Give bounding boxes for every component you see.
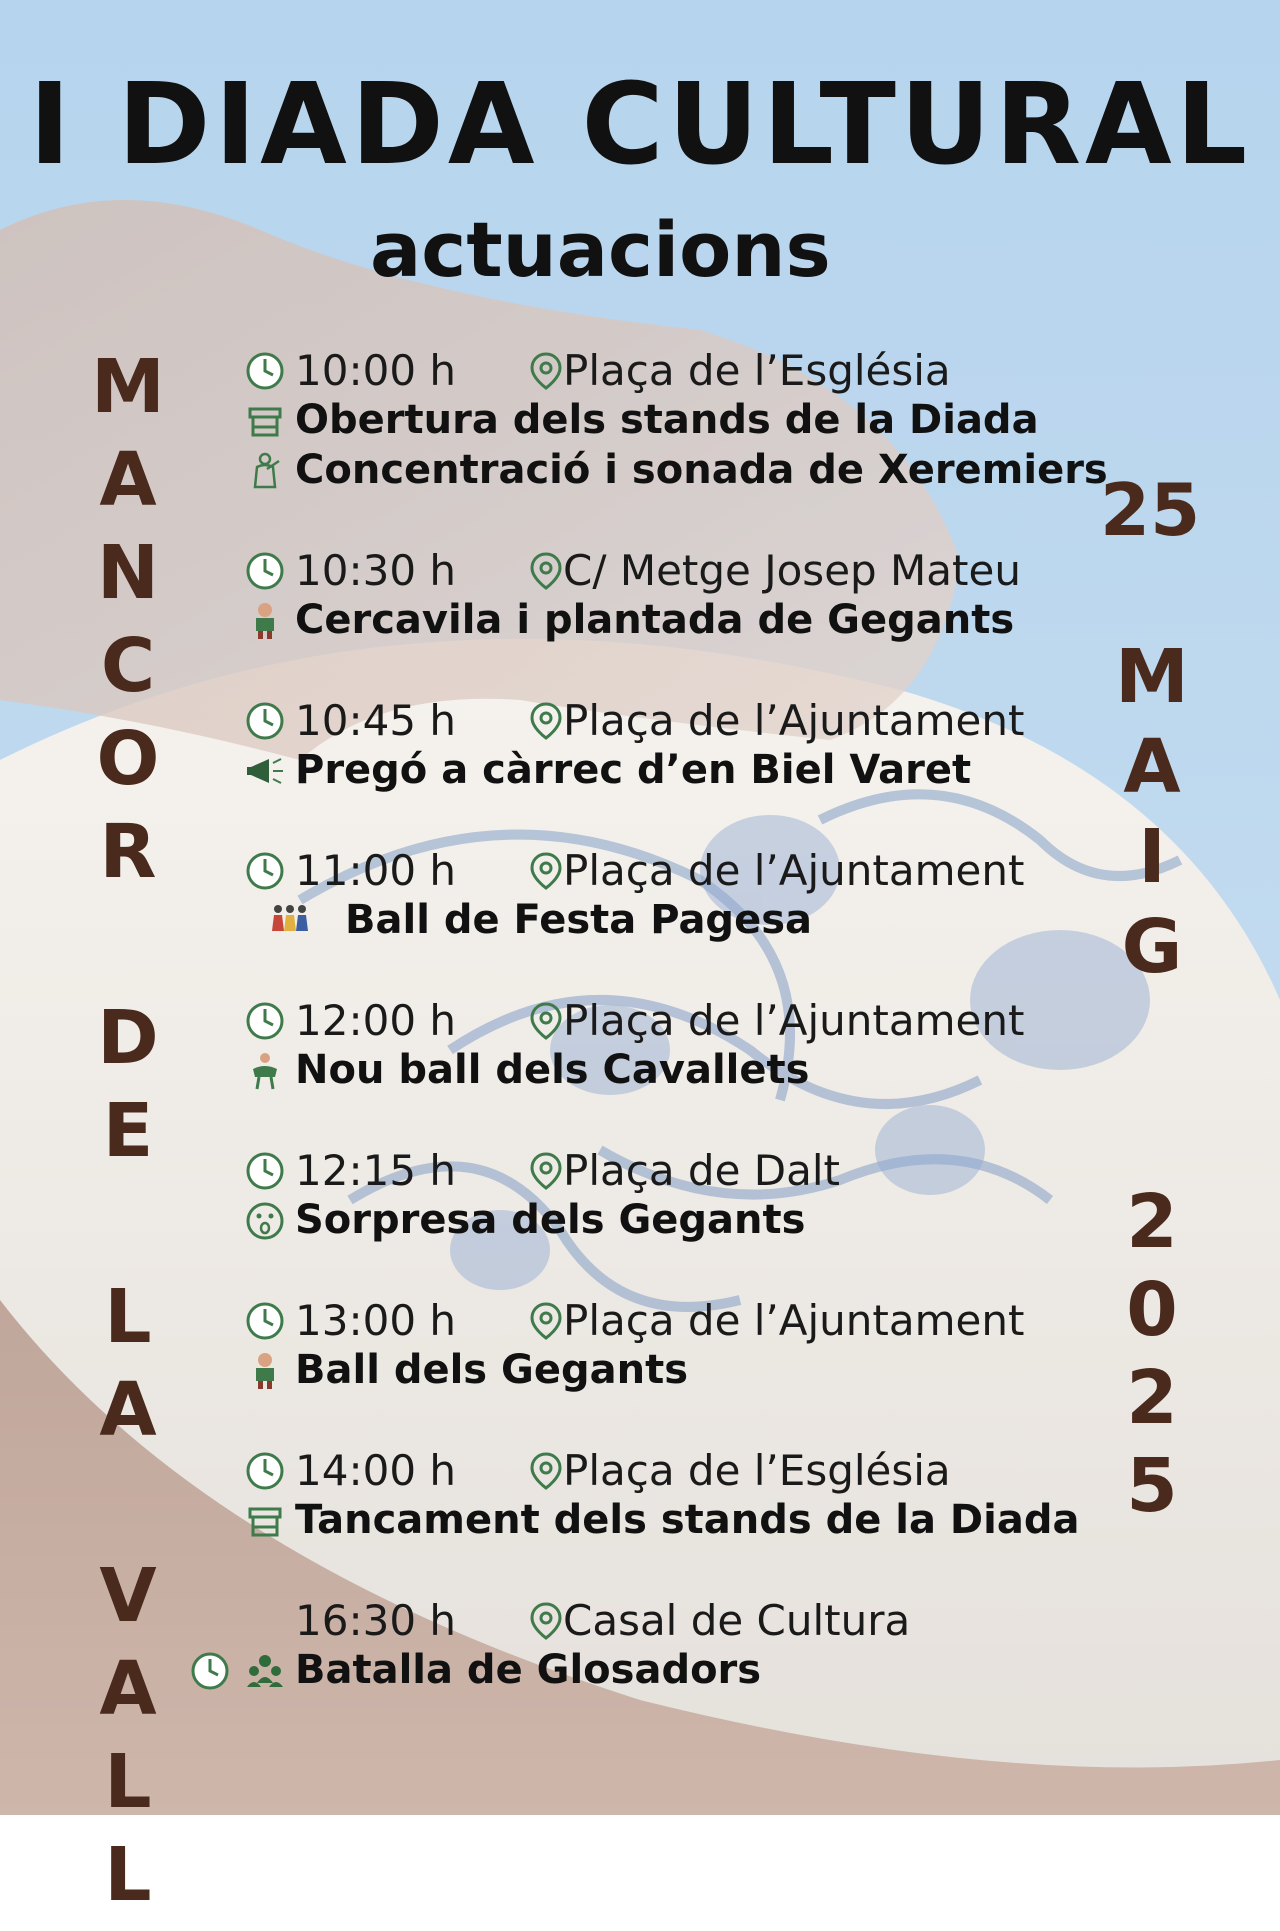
event-place: Casal de Cultura (563, 1595, 911, 1645)
time-place-line (0, 545, 1280, 595)
activity-title: Pregó a càrrec d’en Biel Varet (295, 747, 972, 793)
vertical-letter: O (96, 716, 160, 802)
event-place: C/ Metge Josep Mateu (563, 545, 1021, 595)
market-stall-icon (245, 401, 285, 441)
vertical-letter: A (99, 1367, 157, 1453)
vertical-letter: 5 (1126, 1443, 1178, 1529)
event-place: Plaça de l’Ajuntament (563, 995, 1025, 1045)
vertical-letter: L (104, 1739, 152, 1825)
clock-icon (245, 1451, 285, 1491)
event-time: 10:30 h (295, 545, 457, 595)
location-pin-icon (526, 1001, 566, 1041)
event-place: Plaça de Dalt (563, 1145, 840, 1195)
event-place: Plaça de l’Església (563, 1445, 951, 1495)
time-place-line (0, 1145, 1280, 1195)
schedule-item (0, 995, 1280, 1135)
schedule-item (0, 695, 1280, 835)
vertical-letter: V (99, 1553, 157, 1639)
activity-title: Ball de Festa Pagesa (345, 897, 812, 943)
vertical-letter: M (1115, 634, 1189, 720)
surprised-face-icon (245, 1201, 285, 1241)
activity-title: Ball dels Gegants (295, 1347, 689, 1393)
vertical-letter: E (102, 1088, 154, 1174)
schedule-item (0, 1445, 1280, 1585)
time-place-line (0, 995, 1280, 1045)
clock-icon (245, 1001, 285, 1041)
event-time: 12:00 h (295, 995, 457, 1045)
megaphone-icon (245, 751, 285, 791)
event-time: 13:00 h (295, 1295, 457, 1345)
schedule-item (0, 1595, 1280, 1735)
event-time: 11:00 h (295, 845, 457, 895)
vertical-letter: A (99, 437, 157, 523)
group-speakers-icon (245, 1651, 285, 1691)
schedule-item (0, 1295, 1280, 1435)
vertical-letter: C (100, 623, 156, 709)
activity-title: Tancament dels stands de la Diada (295, 1497, 1080, 1543)
activity-title: Sorpresa dels Gegants (295, 1197, 806, 1243)
vertical-letter: A (1123, 724, 1181, 810)
activity-title: Cercavila i plantada de Gegants (295, 597, 1015, 643)
vertical-letter: M (91, 344, 165, 430)
vertical-letter: N (97, 530, 159, 616)
clock-icon (190, 1651, 230, 1691)
activity-title: Nou ball dels Cavallets (295, 1047, 810, 1093)
schedule-item (0, 845, 1280, 985)
page-title: I DIADA CULTURAL (28, 60, 1252, 190)
location-pin-icon (526, 1601, 566, 1641)
xeremier-piper-icon (245, 451, 285, 491)
schedule-item (0, 345, 1280, 493)
event-place: Plaça de l’Ajuntament (563, 845, 1025, 895)
activity-title: Obertura dels stands de la Diada (295, 397, 1039, 443)
activity-title: Concentració i sonada de Xeremiers (295, 447, 1108, 493)
time-place-line (0, 695, 1280, 745)
cavallet-dancer-icon (245, 1051, 285, 1091)
vertical-letter: D (97, 995, 159, 1081)
event-place: Plaça de l’Ajuntament (563, 695, 1025, 745)
location-pin-icon (526, 1151, 566, 1191)
vertical-letter: I (1138, 814, 1166, 900)
vertical-letter: R (99, 809, 157, 895)
vertical-letter: L (104, 1274, 152, 1360)
location-pin-icon (526, 551, 566, 591)
location-pin-icon (526, 851, 566, 891)
time-place-line (0, 345, 1280, 395)
activity-title: Batalla de Glosadors (295, 1647, 762, 1693)
vertical-letter: A (99, 1646, 157, 1732)
event-time: 10:00 h (295, 345, 457, 395)
location-pin-icon (526, 1301, 566, 1341)
vertical-letter: 2 (1126, 1179, 1178, 1265)
time-place-line (0, 845, 1280, 895)
schedule-item (0, 1145, 1280, 1285)
clock-icon (245, 1151, 285, 1191)
giant-figure-icon (245, 1351, 285, 1391)
giant-figure-icon (245, 601, 285, 641)
vertical-letter: G (1121, 904, 1183, 990)
event-time: 12:15 h (295, 1145, 457, 1195)
folk-dancers-icon (245, 901, 335, 941)
location-pin-icon (526, 1451, 566, 1491)
event-time: 10:45 h (295, 695, 457, 745)
event-time: 16:30 h (295, 1595, 457, 1645)
event-place: Plaça de l’Església (563, 345, 951, 395)
clock-icon (245, 701, 285, 741)
time-place-line (0, 1445, 1280, 1495)
schedule-item (0, 545, 1280, 685)
location-pin-icon (526, 351, 566, 391)
vertical-letter: 0 (1126, 1267, 1178, 1353)
market-stall-icon (245, 1501, 285, 1541)
location-pin-icon (526, 701, 566, 741)
vertical-letter: L (104, 1832, 152, 1918)
time-place-line (0, 1595, 1280, 1645)
date-day: 25 (1100, 468, 1201, 552)
page-subtitle: actuacions (370, 205, 831, 294)
event-time: 14:00 h (295, 1445, 457, 1495)
clock-icon (245, 351, 285, 391)
clock-icon (245, 551, 285, 591)
time-place-line (0, 1295, 1280, 1345)
event-place: Plaça de l’Ajuntament (563, 1295, 1025, 1345)
clock-icon (245, 851, 285, 891)
vertical-letter: 2 (1126, 1355, 1178, 1441)
clock-icon (245, 1301, 285, 1341)
